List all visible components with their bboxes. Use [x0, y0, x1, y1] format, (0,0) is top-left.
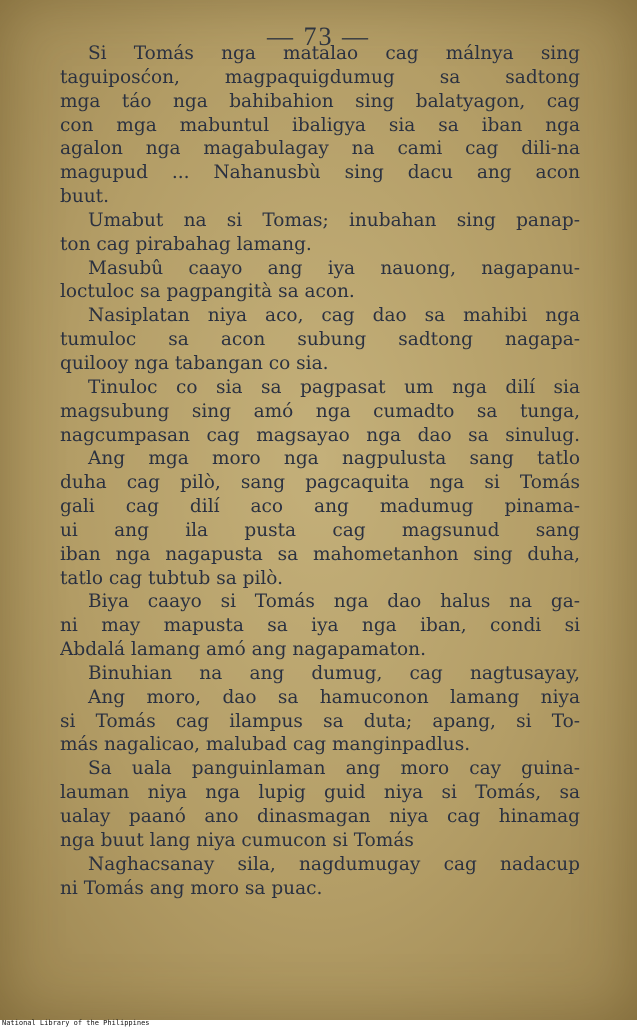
text-line: Ang moro, dao sa hamuconon lamang niya [88, 686, 580, 708]
text-line: ui ang ila pusta cag magsunud sang [60, 519, 580, 541]
text-line: iban nga nagapusta sa mahometanhon sing duha, [60, 543, 580, 565]
text-line: Nasiplatan niya aco, cag dao sa mahibi nga [88, 305, 580, 327]
text-line: magsubung sing amó nga cumadto sa tunga, [60, 400, 580, 422]
text-line: gali cag dilí aco ang madumug pinama- [60, 496, 580, 518]
text-line: ton cag pirabahag lamang. [60, 233, 312, 255]
text-line: si Tomás cag ilampus sa duta; apang, si To- [60, 710, 580, 732]
text-line: ualay paanó ano dinasmagan niya cag hinamag [60, 806, 580, 827]
text-line: buut. [60, 186, 109, 208]
page-number: — 73 — [267, 22, 370, 51]
footer-bar [0, 1020, 637, 1028]
footer-credit: National Library of the Philippines [2, 1019, 150, 1027]
text-line: más nagalicao, malubad cag manginpadlus. [60, 734, 471, 756]
text-line: magupud ... Nahanusbù sing dacu ang acon [60, 162, 580, 184]
text-line: tatlo cag tubtub sa pilò. [60, 567, 283, 589]
text-line: agalon nga magabulagay na cami cag dili-na [60, 138, 580, 160]
text-line: Naghacsanay sila, nagdumugay cag nadacup [88, 853, 580, 875]
text-line: Umabut na si Tomas; inubahan sing panap- [88, 209, 580, 231]
text-line: tumuloc sa acon subung sadtong nagapa- [60, 329, 580, 351]
text-line: duha cag pilò, sang pagcaquita nga si Tomás [60, 472, 580, 494]
text-line: quilooy nga tabangan co sia. [60, 352, 329, 374]
text-line: mga táo nga bahibahion sing balatyagon, cag [60, 90, 580, 112]
body-text [60, 42, 580, 900]
text-line: taguiposćon, magpaquigdumug sa sadtong [60, 66, 580, 88]
text-line: Sa uala panguinlaman ang moro cay guina- [88, 758, 580, 780]
text-line: Masubû caayo ang iya nauong, nagapanu- [88, 257, 580, 279]
text-line: lauman niya nga lupig guid niya si Tomás, sa [60, 782, 580, 804]
text-line: nga buut lang niya cumucon si Tomás [60, 829, 414, 851]
text-line: ni may mapusta sa iya nga iban, condi si [60, 615, 580, 637]
text-line: Ang mga moro nga nagpulusta sang tatlo [88, 448, 580, 470]
text-line: con mga mabuntul ibaligya sia sa iban nga [60, 114, 580, 136]
text-line: Si Tomás nga matalao cag málnya sing [88, 43, 580, 64]
text-line: loctuloc sa pagpangità sa acon. [60, 281, 355, 303]
text-line: Binuhian na ang dumug, cag nagtusayay, [88, 662, 580, 684]
text-line: Abdalá lamang amó ang nagapamaton. [60, 639, 426, 661]
text-line: Biya caayo si Tomás nga dao halus na ga- [88, 591, 580, 613]
text-line: Tinuloc co sia sa pagpasat um nga dilí sia [88, 376, 580, 398]
text-line: nagcumpasan cag magsayao nga dao sa sinulug. [60, 424, 580, 446]
text-line: ni Tomás ang moro sa puac. [60, 877, 323, 899]
